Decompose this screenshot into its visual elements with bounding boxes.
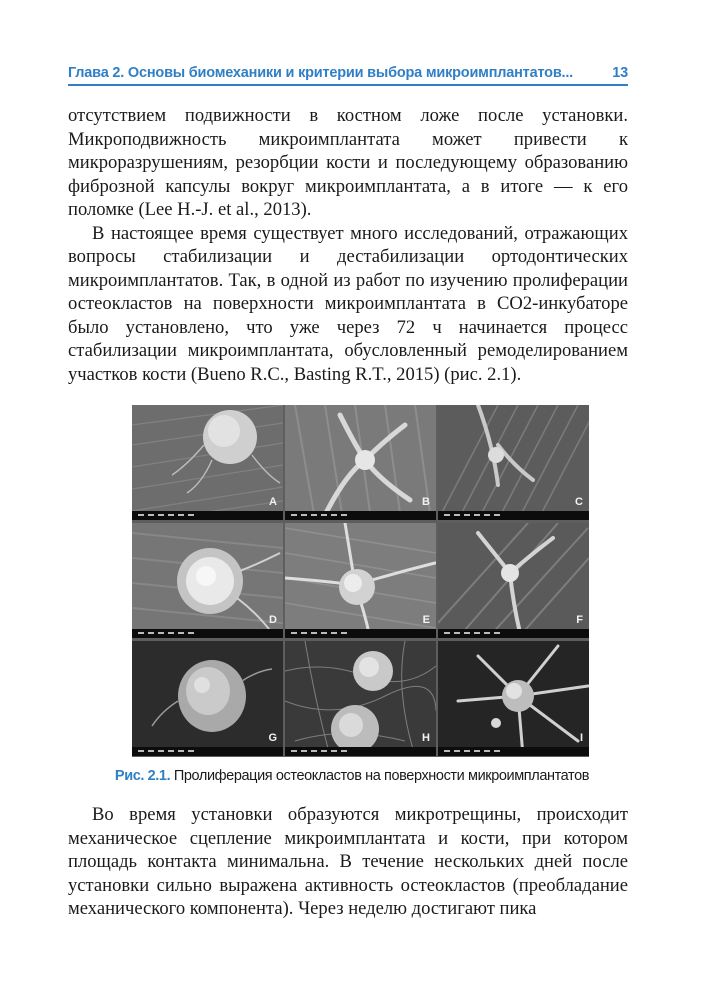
scale-bar	[132, 629, 283, 638]
micrograph-image	[438, 405, 589, 520]
scale-bar	[438, 629, 589, 638]
micrograph-image	[285, 523, 436, 638]
paragraph: В настоящее время существует много исследований, отражающих вопросы стабилизации и дестабилизации ортодонтических микроимплантатов. Так, в одной из работ по изучению пролиферации остеокластов на поверхности микроимплантата в CO2-инкубаторе было установлено, что уже через 72 ч начинается процесс стабилизации микроимплантата, обусловленный ремоделированием участков кости (Bueno R.C., Basting R.T., 2015) (рис. 2.1).	[68, 222, 628, 385]
micrograph-image	[438, 641, 589, 756]
paragraph: отсутствием подвижности в костном ложе после установки. Микроподвижность микроимплантата может привести к микроразрушениям, резорбции кости и последующему образованию фиброзной капсулы вокруг микроимплантата, а в итоге — к его поломке (Lee H.-J. et al., 2013).	[68, 105, 628, 220]
panel-letter: F	[576, 614, 583, 626]
panel-letter: D	[269, 614, 277, 626]
scale-bar	[132, 511, 283, 520]
micrograph-image	[285, 641, 436, 756]
micrograph-panel-f	[438, 523, 589, 638]
caption-text: Пролиферация остеокластов на поверхности микроимплантатов	[173, 768, 590, 784]
micrograph-panel-g	[132, 641, 283, 756]
micrograph-image	[132, 405, 283, 520]
caption-label: Рис. 2.1.	[114, 768, 171, 784]
header-rule	[68, 84, 628, 86]
panel-letter: I	[579, 732, 583, 744]
micrograph-panel-c	[438, 405, 589, 520]
body-text-bottom	[68, 803, 628, 921]
micrograph-panel-d	[132, 523, 283, 638]
micrograph-panel-a	[132, 405, 283, 520]
scale-bar	[285, 511, 436, 520]
panel-letter: E	[422, 614, 430, 626]
scale-bar	[438, 511, 589, 520]
micrograph-panel-e	[285, 523, 436, 638]
paragraph: Во время установки образуются микротрещины, происходит механическое сцепление микроимплантата и кости, при котором площадь контакта минимальна. В течение нескольких дней после установки сильно выражена активность остеокластов (преобладание механического компонента). Через неделю достигают пика	[68, 804, 628, 919]
micrograph-image	[438, 523, 589, 638]
scale-bar	[438, 747, 589, 756]
micrograph-image	[132, 523, 283, 638]
page-number: 13	[612, 65, 628, 81]
chapter-title: Глава 2. Основы биомеханики и критерии выбора микроимплантатов...	[68, 65, 574, 81]
panel-letter: A	[269, 496, 277, 508]
panel-letter: B	[422, 496, 430, 508]
panel-letter: G	[268, 732, 277, 744]
micrograph-panel-h	[285, 641, 436, 756]
scale-bar	[285, 629, 436, 638]
scale-bar	[132, 747, 283, 756]
body-text-top	[68, 104, 628, 386]
figure-caption	[0, 768, 704, 784]
micrograph-image	[285, 405, 436, 520]
running-head	[68, 62, 628, 86]
micrograph-image	[132, 641, 283, 756]
scale-bar	[285, 747, 436, 756]
micrograph-panel-i	[438, 641, 589, 756]
micrograph-panel-b	[285, 405, 436, 520]
panel-letter: C	[575, 496, 583, 508]
sem-micrograph-figure	[132, 405, 589, 757]
panel-letter: H	[422, 732, 430, 744]
